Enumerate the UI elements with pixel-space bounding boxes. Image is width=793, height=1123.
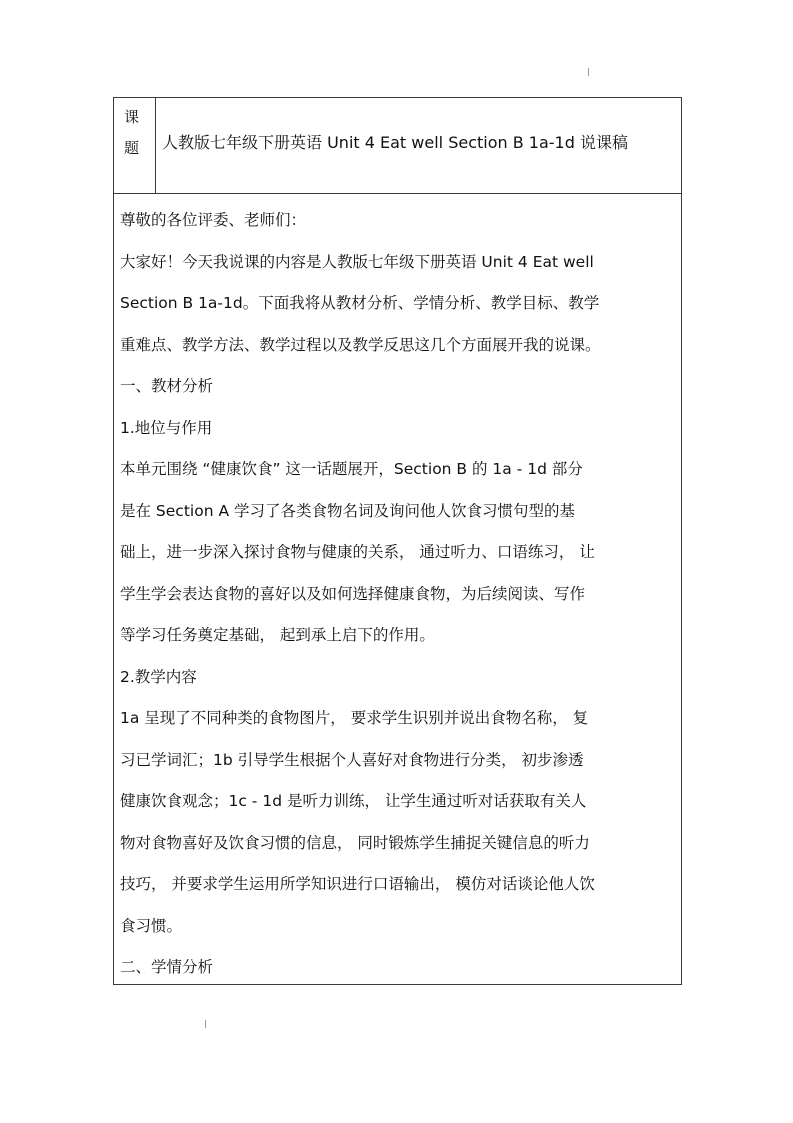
greeting-line: 尊敬的各位评委、老师们： (120, 211, 307, 229)
topic-label: 课题 (124, 108, 140, 157)
text-line: Section B 1a-1d。下面我将从教材分析、学情分析、教学目标、教学 (120, 294, 600, 312)
text-line: 础上，进一步深入探讨食物与健康的关系， 通过听力、口语练习， 让 (120, 543, 595, 561)
topic-label-cell (114, 98, 156, 193)
text-line: 等学习任务奠定基础， 起到承上启下的作用。 (120, 626, 435, 644)
content-cell (120, 200, 688, 989)
text-line: 食习惯。 (120, 916, 183, 935)
text-line: 技巧， 并要求学生运用所学知识进行口语输出， 模仿对话谈论他人饮 (120, 875, 595, 893)
text-line: 学生学会表达食物的喜好以及如何选择健康食物，为后续阅读、写作 (120, 584, 586, 603)
text-line: 1a 呈现了不同种类的食物图片， 要求学生识别并说出食物名称， 复 (120, 709, 589, 727)
title-row (114, 98, 681, 194)
lesson-table (113, 97, 682, 985)
page-corner-mark-top (588, 68, 589, 76)
text-line: 健康饮食观念；1c - 1d 是听力训练， 让学生通过听对话获取有关人 (120, 792, 587, 810)
subsection-heading: 1.地位与作用 (120, 418, 213, 437)
subsection-heading: 2.教学内容 (120, 667, 197, 686)
lesson-title: 人教版七年级下册英语 Unit 4 Eat well Section B 1a-1d 说课稿 (162, 133, 628, 152)
section-heading: 一、教材分析 (120, 377, 214, 395)
text-line: 习已学词汇；1b 引导学生根据个人喜好对食物进行分类， 初步渗透 (120, 750, 584, 769)
text-line: 物对食物喜好及饮食习惯的信息， 同时锻炼学生捕捉关键信息的听力 (120, 833, 590, 852)
text-line: 本单元围绕 “健康饮食” 这一话题展开，Section B 的 1a - 1d 部分 (120, 460, 583, 478)
text-line: 重难点、教学方法、教学过程以及教学反思这几个方面展开我的说课。 (120, 335, 601, 354)
section-heading: 二、学情分析 (120, 958, 214, 976)
text-line: 是在 Section A 学习了各类食物名词及询问他人饮食习惯句型的基 (120, 501, 575, 520)
page-corner-mark-bottom (205, 1020, 206, 1028)
text-line: 大家好！今天我说课的内容是人教版七年级下册英语 Unit 4 Eat well (120, 252, 594, 271)
